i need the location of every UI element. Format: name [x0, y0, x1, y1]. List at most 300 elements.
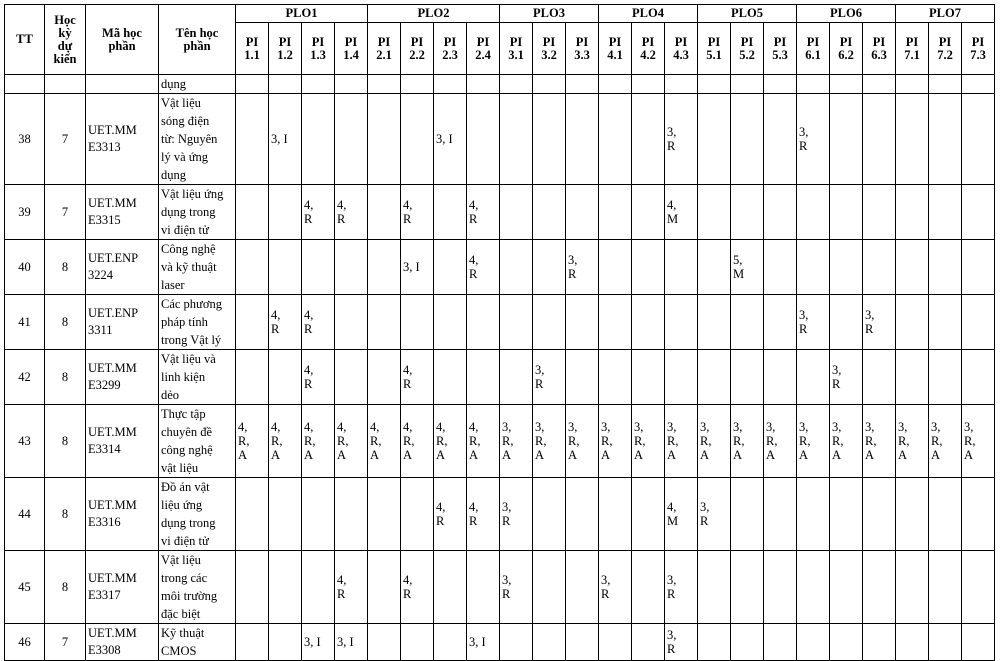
- cell-pi-value: [731, 295, 764, 350]
- cell-pi-value: [731, 478, 764, 551]
- cell-pi-value: [566, 350, 599, 405]
- cell-pi-value: [896, 624, 929, 661]
- cell-pi-value: [500, 94, 533, 185]
- cell-pi-value: [962, 478, 995, 551]
- cell-pi-value: [269, 551, 302, 624]
- cell-tt: 46: [5, 624, 45, 661]
- cell-pi-value: 3, R, A: [566, 405, 599, 478]
- cell-pi-value: [533, 551, 566, 624]
- cell-pi-value: [698, 94, 731, 185]
- cell-pi-value: [830, 185, 863, 240]
- cell-pi-value: [335, 295, 368, 350]
- cell-pi-value: 3, I: [269, 94, 302, 185]
- header-pi: PI 5.2: [731, 23, 764, 75]
- cell-pi-value: [533, 478, 566, 551]
- cell-pi-value: [764, 295, 797, 350]
- cell-pi-value: 3, R: [599, 551, 632, 624]
- cell-hoc-ky: 8: [45, 478, 86, 551]
- cell-pi-value: [929, 94, 962, 185]
- cell-pi-value: [698, 624, 731, 661]
- cell-pi-value: [434, 295, 467, 350]
- header-plo: PLO7: [896, 5, 995, 23]
- cell-pi-value: [632, 551, 665, 624]
- cell-pi-value: [566, 551, 599, 624]
- cell-pi-value: [896, 94, 929, 185]
- cell-pi-value: [434, 240, 467, 295]
- cell-pi-value: [269, 624, 302, 661]
- cell-pi-value: [302, 478, 335, 551]
- cell-pi-value: 3, I: [302, 624, 335, 661]
- cell-pi-value: [533, 185, 566, 240]
- cell-pi-value: 4, R: [467, 185, 500, 240]
- cell-tt: [5, 75, 45, 94]
- cell-pi-value: [962, 94, 995, 185]
- cell-pi-value: [731, 75, 764, 94]
- cell-ma-hoc-phan: UET.MM E3314: [86, 405, 159, 478]
- header-pi: PI 3.3: [566, 23, 599, 75]
- cell-pi-value: [929, 75, 962, 94]
- cell-pi-value: 3, R: [863, 295, 896, 350]
- cell-tt: 45: [5, 551, 45, 624]
- cell-pi-value: [533, 624, 566, 661]
- cell-pi-value: [599, 185, 632, 240]
- header-plo: PLO4: [599, 5, 698, 23]
- cell-ten-hoc-phan: Kỹ thuật CMOS: [159, 624, 236, 661]
- cell-pi-value: [797, 350, 830, 405]
- cell-pi-value: 3, R: [500, 551, 533, 624]
- cell-pi-value: [401, 75, 434, 94]
- cell-tt: 41: [5, 295, 45, 350]
- cell-pi-value: [764, 185, 797, 240]
- cell-pi-value: [764, 350, 797, 405]
- header-pi: PI 6.2: [830, 23, 863, 75]
- cell-pi-value: 4, R: [434, 478, 467, 551]
- cell-pi-value: [698, 240, 731, 295]
- cell-pi-value: [698, 350, 731, 405]
- cell-pi-value: [467, 295, 500, 350]
- cell-pi-value: [335, 75, 368, 94]
- cell-pi-value: [368, 551, 401, 624]
- cell-pi-value: [500, 240, 533, 295]
- header-pi: PI 4.3: [665, 23, 698, 75]
- cell-pi-value: 4, R: [335, 551, 368, 624]
- cell-pi-value: [665, 295, 698, 350]
- cell-pi-value: [632, 478, 665, 551]
- cell-tt: 40: [5, 240, 45, 295]
- cell-hoc-ky: 8: [45, 405, 86, 478]
- cell-pi-value: [962, 551, 995, 624]
- cell-pi-value: 4, R: [335, 185, 368, 240]
- cell-pi-value: [533, 75, 566, 94]
- cell-pi-value: [896, 75, 929, 94]
- cell-pi-value: [632, 185, 665, 240]
- header-pi: PI 1.2: [269, 23, 302, 75]
- cell-pi-value: [599, 350, 632, 405]
- cell-pi-value: [566, 94, 599, 185]
- cell-pi-value: 3, R: [797, 94, 830, 185]
- cell-ten-hoc-phan: Thực tập chuyên đề công nghệ vật liệu: [159, 405, 236, 478]
- cell-pi-value: [797, 240, 830, 295]
- cell-pi-value: [830, 75, 863, 94]
- cell-pi-value: [929, 478, 962, 551]
- cell-pi-value: [302, 240, 335, 295]
- header-pi: PI 1.3: [302, 23, 335, 75]
- cell-pi-value: [632, 240, 665, 295]
- cell-hoc-ky: 8: [45, 551, 86, 624]
- cell-ma-hoc-phan: UET.MM E3315: [86, 185, 159, 240]
- cell-pi-value: 4, R, A: [368, 405, 401, 478]
- cell-ten-hoc-phan: Công nghệ và kỹ thuật laser: [159, 240, 236, 295]
- cell-pi-value: [269, 75, 302, 94]
- cell-pi-value: [929, 185, 962, 240]
- cell-hoc-ky: 8: [45, 295, 86, 350]
- cell-pi-value: 3, R: [797, 295, 830, 350]
- cell-pi-value: 3, I: [434, 94, 467, 185]
- cell-pi-value: [764, 75, 797, 94]
- cell-pi-value: [269, 240, 302, 295]
- cell-pi-value: 4, R: [401, 551, 434, 624]
- cell-ten-hoc-phan: dụng: [159, 75, 236, 94]
- cell-pi-value: [302, 94, 335, 185]
- cell-pi-value: [863, 350, 896, 405]
- cell-pi-value: [731, 624, 764, 661]
- plo-matrix-table: [4, 4, 995, 661]
- cell-pi-value: 3, R, A: [863, 405, 896, 478]
- cell-pi-value: [401, 478, 434, 551]
- cell-pi-value: [269, 350, 302, 405]
- cell-pi-value: [434, 350, 467, 405]
- cell-pi-value: [599, 295, 632, 350]
- cell-ma-hoc-phan: UET.ENP 3311: [86, 295, 159, 350]
- cell-pi-value: [566, 185, 599, 240]
- cell-pi-value: [962, 185, 995, 240]
- cell-ma-hoc-phan: UET.MM E3316: [86, 478, 159, 551]
- cell-hoc-ky: 7: [45, 624, 86, 661]
- header-pi: PI 1.4: [335, 23, 368, 75]
- cell-pi-value: [632, 350, 665, 405]
- cell-pi-value: 3, R, A: [698, 405, 731, 478]
- header-pi: PI 3.1: [500, 23, 533, 75]
- cell-pi-value: [896, 295, 929, 350]
- cell-pi-value: [467, 94, 500, 185]
- cell-pi-value: 3, R, A: [533, 405, 566, 478]
- cell-pi-value: [929, 240, 962, 295]
- cell-pi-value: 4, R, A: [236, 405, 269, 478]
- cell-pi-value: 4, R, A: [467, 405, 500, 478]
- cell-pi-value: [797, 624, 830, 661]
- cell-pi-value: 3, R, A: [599, 405, 632, 478]
- cell-pi-value: [533, 94, 566, 185]
- cell-pi-value: 3, R, A: [500, 405, 533, 478]
- cell-pi-value: [236, 94, 269, 185]
- cell-pi-value: [368, 350, 401, 405]
- cell-pi-value: 3, R: [533, 350, 566, 405]
- cell-ma-hoc-phan: UET.MM E3313: [86, 94, 159, 185]
- cell-pi-value: 4, R: [269, 295, 302, 350]
- cell-pi-value: [302, 551, 335, 624]
- cell-pi-value: [599, 624, 632, 661]
- cell-pi-value: [335, 240, 368, 295]
- cell-hoc-ky: [45, 75, 86, 94]
- cell-pi-value: 3, I: [401, 240, 434, 295]
- cell-pi-value: [368, 295, 401, 350]
- header-pi: PI 4.1: [599, 23, 632, 75]
- cell-pi-value: [335, 94, 368, 185]
- cell-pi-value: 3, R, A: [962, 405, 995, 478]
- cell-tt: 43: [5, 405, 45, 478]
- cell-pi-value: [401, 94, 434, 185]
- cell-pi-value: [434, 75, 467, 94]
- cell-pi-value: [269, 478, 302, 551]
- header-pi: PI 3.2: [533, 23, 566, 75]
- cell-pi-value: 4, R, A: [302, 405, 335, 478]
- cell-pi-value: [962, 75, 995, 94]
- cell-pi-value: 3, R, A: [731, 405, 764, 478]
- header-pi: PI 7.3: [962, 23, 995, 75]
- cell-pi-value: [368, 185, 401, 240]
- cell-hoc-ky: 8: [45, 240, 86, 295]
- header-pi: PI 4.2: [632, 23, 665, 75]
- cell-pi-value: [236, 350, 269, 405]
- cell-pi-value: 4, R: [401, 185, 434, 240]
- cell-pi-value: [500, 185, 533, 240]
- cell-pi-value: [302, 75, 335, 94]
- cell-pi-value: [566, 624, 599, 661]
- cell-pi-value: [368, 94, 401, 185]
- cell-pi-value: [896, 185, 929, 240]
- cell-pi-value: [863, 624, 896, 661]
- cell-ten-hoc-phan: Vật liệu trong các môi trường đặc biệt: [159, 551, 236, 624]
- cell-pi-value: [797, 551, 830, 624]
- cell-pi-value: 3, R, A: [929, 405, 962, 478]
- cell-pi-value: 4, R, A: [335, 405, 368, 478]
- table-row: [5, 94, 995, 185]
- cell-pi-value: 3, R: [665, 94, 698, 185]
- cell-pi-value: [929, 350, 962, 405]
- cell-pi-value: 3, R: [665, 624, 698, 661]
- cell-pi-value: [863, 551, 896, 624]
- cell-pi-value: [731, 94, 764, 185]
- cell-ten-hoc-phan: Đồ án vật liệu ứng dụng trong vi điện tử: [159, 478, 236, 551]
- cell-pi-value: [599, 240, 632, 295]
- cell-ten-hoc-phan: Các phương pháp tính trong Vật lý: [159, 295, 236, 350]
- cell-pi-value: [764, 240, 797, 295]
- cell-pi-value: [698, 75, 731, 94]
- cell-pi-value: [830, 624, 863, 661]
- cell-ma-hoc-phan: UET.MM E3299: [86, 350, 159, 405]
- cell-pi-value: 3, R, A: [764, 405, 797, 478]
- header-pi: PI 2.2: [401, 23, 434, 75]
- cell-pi-value: [830, 551, 863, 624]
- cell-pi-value: 4, R, A: [269, 405, 302, 478]
- cell-pi-value: 3, R, A: [830, 405, 863, 478]
- header-hoc-ky: Học kỳ dự kiến: [45, 5, 86, 75]
- cell-ten-hoc-phan: Vật liệu ứng dụng trong vi điện tử: [159, 185, 236, 240]
- cell-pi-value: 4, R, A: [434, 405, 467, 478]
- cell-pi-value: [929, 295, 962, 350]
- cell-pi-value: [632, 94, 665, 185]
- cell-pi-value: [236, 478, 269, 551]
- cell-pi-value: 4, M: [665, 478, 698, 551]
- header-tt: TT: [5, 5, 45, 75]
- cell-ma-hoc-phan: UET.ENP 3224: [86, 240, 159, 295]
- cell-ten-hoc-phan: Vật liệu sóng điện từ: Nguyên lý và ứng dụng: [159, 94, 236, 185]
- cell-pi-value: 4, R: [401, 350, 434, 405]
- cell-pi-value: [863, 75, 896, 94]
- cell-pi-value: 3, R, A: [797, 405, 830, 478]
- cell-pi-value: [434, 185, 467, 240]
- cell-pi-value: [731, 551, 764, 624]
- cell-pi-value: [236, 75, 269, 94]
- cell-pi-value: [434, 551, 467, 624]
- cell-tt: 42: [5, 350, 45, 405]
- cell-pi-value: [632, 624, 665, 661]
- cell-pi-value: [566, 478, 599, 551]
- header-ma-hoc-phan: Mã học phần: [86, 5, 159, 75]
- cell-pi-value: [599, 478, 632, 551]
- header-plo: PLO6: [797, 5, 896, 23]
- cell-pi-value: [863, 240, 896, 295]
- header-ten-hoc-phan: Tên học phần: [159, 5, 236, 75]
- cell-pi-value: [665, 75, 698, 94]
- header-plo: PLO2: [368, 5, 500, 23]
- cell-pi-value: [467, 350, 500, 405]
- cell-pi-value: [368, 75, 401, 94]
- cell-pi-value: [500, 624, 533, 661]
- cell-pi-value: [599, 94, 632, 185]
- table-row: [5, 624, 995, 661]
- cell-pi-value: [368, 624, 401, 661]
- cell-ten-hoc-phan: Vật liệu và linh kiện dẻo: [159, 350, 236, 405]
- cell-pi-value: [962, 350, 995, 405]
- cell-pi-value: [698, 295, 731, 350]
- cell-tt: 39: [5, 185, 45, 240]
- cell-ma-hoc-phan: UET.MM E3317: [86, 551, 159, 624]
- cell-pi-value: 3, R: [500, 478, 533, 551]
- cell-pi-value: [830, 295, 863, 350]
- cell-pi-value: [830, 94, 863, 185]
- cell-pi-value: [797, 185, 830, 240]
- cell-pi-value: 3, R: [830, 350, 863, 405]
- table-row: [5, 185, 995, 240]
- cell-pi-value: [566, 295, 599, 350]
- cell-pi-value: [863, 478, 896, 551]
- cell-pi-value: [500, 295, 533, 350]
- cell-pi-value: [929, 551, 962, 624]
- table-row: [5, 350, 995, 405]
- cell-pi-value: [467, 75, 500, 94]
- cell-pi-value: [929, 624, 962, 661]
- cell-pi-value: 4, R: [467, 478, 500, 551]
- header-pi: PI 2.3: [434, 23, 467, 75]
- table-row: [5, 240, 995, 295]
- header-pi: PI 5.3: [764, 23, 797, 75]
- cell-pi-value: [797, 75, 830, 94]
- cell-pi-value: [533, 295, 566, 350]
- cell-pi-value: [269, 185, 302, 240]
- cell-pi-value: [830, 240, 863, 295]
- cell-pi-value: [401, 624, 434, 661]
- cell-hoc-ky: 8: [45, 350, 86, 405]
- cell-pi-value: [368, 478, 401, 551]
- cell-pi-value: [236, 240, 269, 295]
- header-plo: PLO3: [500, 5, 599, 23]
- cell-pi-value: 3, R, A: [632, 405, 665, 478]
- cell-pi-value: [896, 478, 929, 551]
- cell-pi-value: 3, R: [698, 478, 731, 551]
- cell-pi-value: [863, 185, 896, 240]
- cell-pi-value: 4, R: [302, 185, 335, 240]
- header-pi: PI 1.1: [236, 23, 269, 75]
- table-row: [5, 405, 995, 478]
- cell-pi-value: [764, 624, 797, 661]
- cell-tt: 38: [5, 94, 45, 185]
- cell-pi-value: [698, 551, 731, 624]
- cell-pi-value: [236, 295, 269, 350]
- cell-pi-value: [962, 295, 995, 350]
- cell-pi-value: [335, 478, 368, 551]
- cell-pi-value: 3, R, A: [896, 405, 929, 478]
- table-row: [5, 75, 995, 94]
- cell-pi-value: [962, 240, 995, 295]
- cell-pi-value: 4, R, A: [401, 405, 434, 478]
- table-row: [5, 478, 995, 551]
- cell-pi-value: [698, 185, 731, 240]
- header-pi: PI 6.3: [863, 23, 896, 75]
- cell-pi-value: [665, 350, 698, 405]
- header-pi: PI 7.2: [929, 23, 962, 75]
- cell-pi-value: [599, 75, 632, 94]
- cell-pi-value: 3, I: [335, 624, 368, 661]
- header-pi: PI 5.1: [698, 23, 731, 75]
- cell-pi-value: [500, 350, 533, 405]
- header-pi: PI 6.1: [797, 23, 830, 75]
- header-pi: PI 2.1: [368, 23, 401, 75]
- cell-ma-hoc-phan: [86, 75, 159, 94]
- cell-pi-value: [335, 350, 368, 405]
- header-pi: PI 2.4: [467, 23, 500, 75]
- cell-pi-value: [830, 478, 863, 551]
- cell-hoc-ky: 7: [45, 94, 86, 185]
- cell-pi-value: [896, 240, 929, 295]
- cell-pi-value: [896, 350, 929, 405]
- cell-pi-value: [764, 94, 797, 185]
- cell-pi-value: 3, R: [665, 551, 698, 624]
- cell-hoc-ky: 7: [45, 185, 86, 240]
- header-pi: PI 7.1: [896, 23, 929, 75]
- cell-pi-value: [566, 75, 599, 94]
- cell-pi-value: [863, 94, 896, 185]
- cell-pi-value: 4, R: [467, 240, 500, 295]
- cell-pi-value: 4, M: [665, 185, 698, 240]
- cell-pi-value: [731, 185, 764, 240]
- table-row: [5, 295, 995, 350]
- cell-pi-value: [962, 624, 995, 661]
- cell-pi-value: 5, M: [731, 240, 764, 295]
- cell-tt: 44: [5, 478, 45, 551]
- cell-pi-value: 4, R: [302, 350, 335, 405]
- cell-pi-value: [368, 240, 401, 295]
- cell-pi-value: [401, 295, 434, 350]
- cell-pi-value: [236, 185, 269, 240]
- cell-pi-value: [764, 478, 797, 551]
- cell-pi-value: 3, I: [467, 624, 500, 661]
- header-plo: PLO5: [698, 5, 797, 23]
- cell-pi-value: [434, 624, 467, 661]
- cell-pi-value: [896, 551, 929, 624]
- cell-pi-value: [632, 75, 665, 94]
- cell-pi-value: [731, 350, 764, 405]
